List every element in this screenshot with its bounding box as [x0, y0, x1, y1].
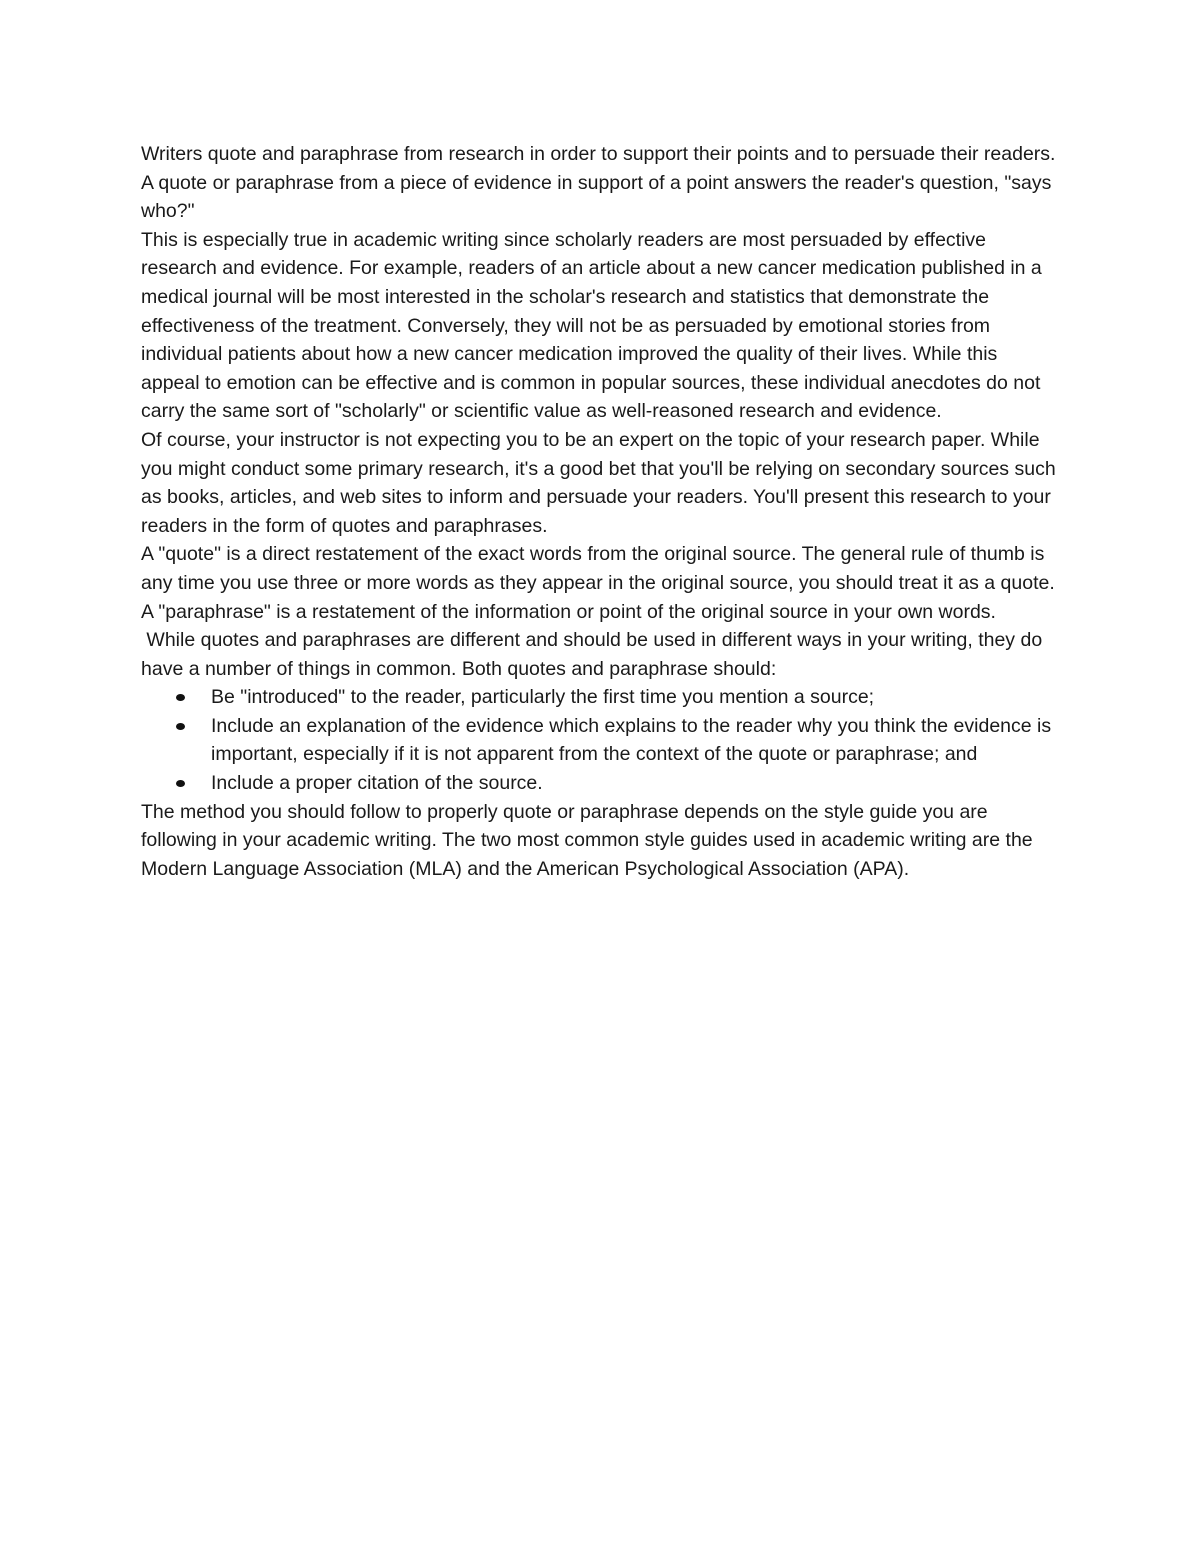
list-item — [211, 712, 1061, 769]
bullet-icon — [176, 694, 185, 701]
list-item — [211, 769, 1061, 798]
paragraph-in-common: While quotes and paraphrases are different and should be used in different ways in your writing, they do have a number of things in common. Both quotes and paraphrase should: — [141, 629, 1048, 680]
list-item — [211, 683, 1061, 712]
paragraph-quote-definition: A "quote" is a direct restatement of the exact words from the original source. The general rule of thumb is any time you use three or more words as they appear in the original source, you should treat it as a quote. A "paraphrase" is a restatement of the information or point of the original source in your own words. — [141, 543, 1055, 623]
list-item-text: Include a proper citation of the source. — [211, 772, 543, 795]
list-item-text: Be "introduced" to the reader, particularly the first time you mention a source; — [211, 686, 875, 709]
bullet-icon — [176, 780, 185, 787]
bullet-list — [141, 683, 1061, 797]
document-page — [141, 140, 1061, 883]
list-item-text: Include an explanation of the evidence which explains to the reader why you think the evidence is important, especially if it is not apparent from the context of the quote or paraphrase; and — [211, 714, 1052, 766]
paragraph-intro: Writers quote and paraphrase from research in order to support their points and to persuade their readers. A quote or paraphrase from a piece of evidence in support of a point answers the reader's question, "says who?" — [141, 143, 1056, 223]
paragraph-style-guides: The method you should follow to properly quote or paraphrase depends on the style guide you are following in your academic writing. The two most common style guides used in academic writing are the Modern Language Association (MLA) and the American Psychological Association (APA). — [141, 800, 1033, 880]
bullet-icon — [176, 723, 185, 730]
paragraph-instructor: Of course, your instructor is not expecting you to be an expert on the topic of your research paper. While you might conduct some primary research, it's a good bet that you'll be relying on secondary sources such as books, articles, and web sites to inform and persuade your readers. You'll present this research to your readers in the form of quotes and paraphrases. — [141, 428, 1056, 537]
paragraph-academic-writing: This is especially true in academic writing since scholarly readers are most persuaded by effective research and evidence. For example, readers of an article about a new cancer medication published in a medical journal will be most interested in the scholar's research and statistics that demonstrate the effectiveness of the treatment. Conversely, they will not be as persuaded by emotional stories from individual patients about how a new cancer medication improved the quality of their lives. While this appeal to emotion can be effective and is common in popular sources, these individual anecdotes do not carry the same sort of "scholarly" or scientific value as well-reasoned research and evidence. — [141, 228, 1042, 423]
